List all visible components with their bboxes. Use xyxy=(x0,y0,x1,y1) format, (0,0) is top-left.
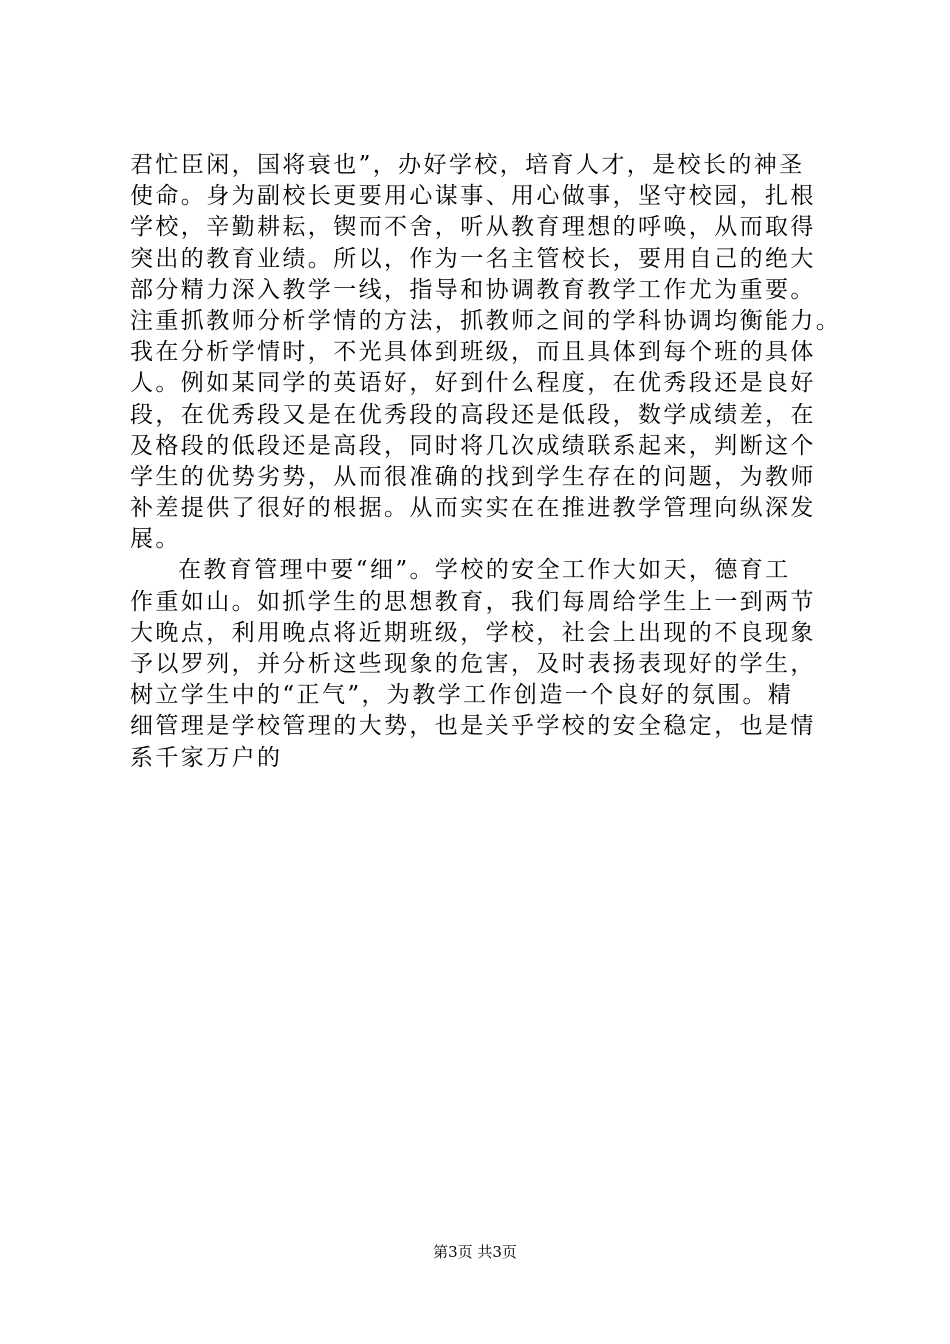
document-body xyxy=(130,150,850,774)
text-line: 作重如山。如抓学生的思想教育，我们每周给学生上一到两节 xyxy=(130,588,816,615)
text-line: 使命。身为副校长更要用心谋事、用心做事，坚守校园，扎根 xyxy=(130,183,816,210)
text-line: 注重抓教师分析学情的方法，抓教师之间的学科协调均衡能力。 xyxy=(130,307,842,334)
text-line: 君忙臣闲，国将衰也”，办好学校，培育人才，是校长的神圣 xyxy=(130,152,805,178)
paragraph-start-line: 在教育管理中要“细”。学校的安全工作大如天，德育工 xyxy=(178,557,791,584)
text-line: 我在分析学情时，不光具体到班级，而且具体到每个班的具体 xyxy=(130,339,816,366)
text-line: 细管理是学校管理的大势，也是关乎学校的安全稳定，也是情 xyxy=(130,713,816,740)
text-line: 树立学生中的“正气”，为教学工作创造一个良好的氛围。精 xyxy=(130,682,794,709)
text-line: 学校，辛勤耕耘，锲而不舍，听从教育理想的呼唤，从而取得 xyxy=(130,214,816,241)
text-line: 予以罗列，并分析这些现象的危害，及时表扬表现好的学生， xyxy=(130,651,816,677)
text-line: 突出的教育业绩。所以，作为一名主管校长，要用自己的绝大 xyxy=(130,245,816,272)
text-line: 学生的优势劣势，从而很准确的找到学生存在的问题，为教师 xyxy=(130,463,816,490)
text-line: 系千家万户的 xyxy=(130,744,283,771)
text-line: 段，在优秀段又是在优秀段的高段还是低段，数学成绩差，在 xyxy=(130,401,816,428)
page-number-footer: 第3页 共3页 xyxy=(433,1243,517,1261)
text-line: 大晚点，利用晚点将近期班级，学校，社会上出现的不良现象 xyxy=(130,619,816,646)
text-line: 部分精力深入教学一线，指导和协调教育教学工作尤为重要。 xyxy=(130,276,816,303)
text-line: 补差提供了很好的根据。从而实实在在推进教学管理向纵深发 xyxy=(130,495,816,522)
text-line: 人。例如某同学的英语好，好到什么程度，在优秀段还是良好 xyxy=(130,370,816,397)
text-line: 及格段的低段还是高段，同时将几次成绩联系起来，判断这个 xyxy=(130,432,816,459)
text-line: 展。 xyxy=(130,526,181,553)
